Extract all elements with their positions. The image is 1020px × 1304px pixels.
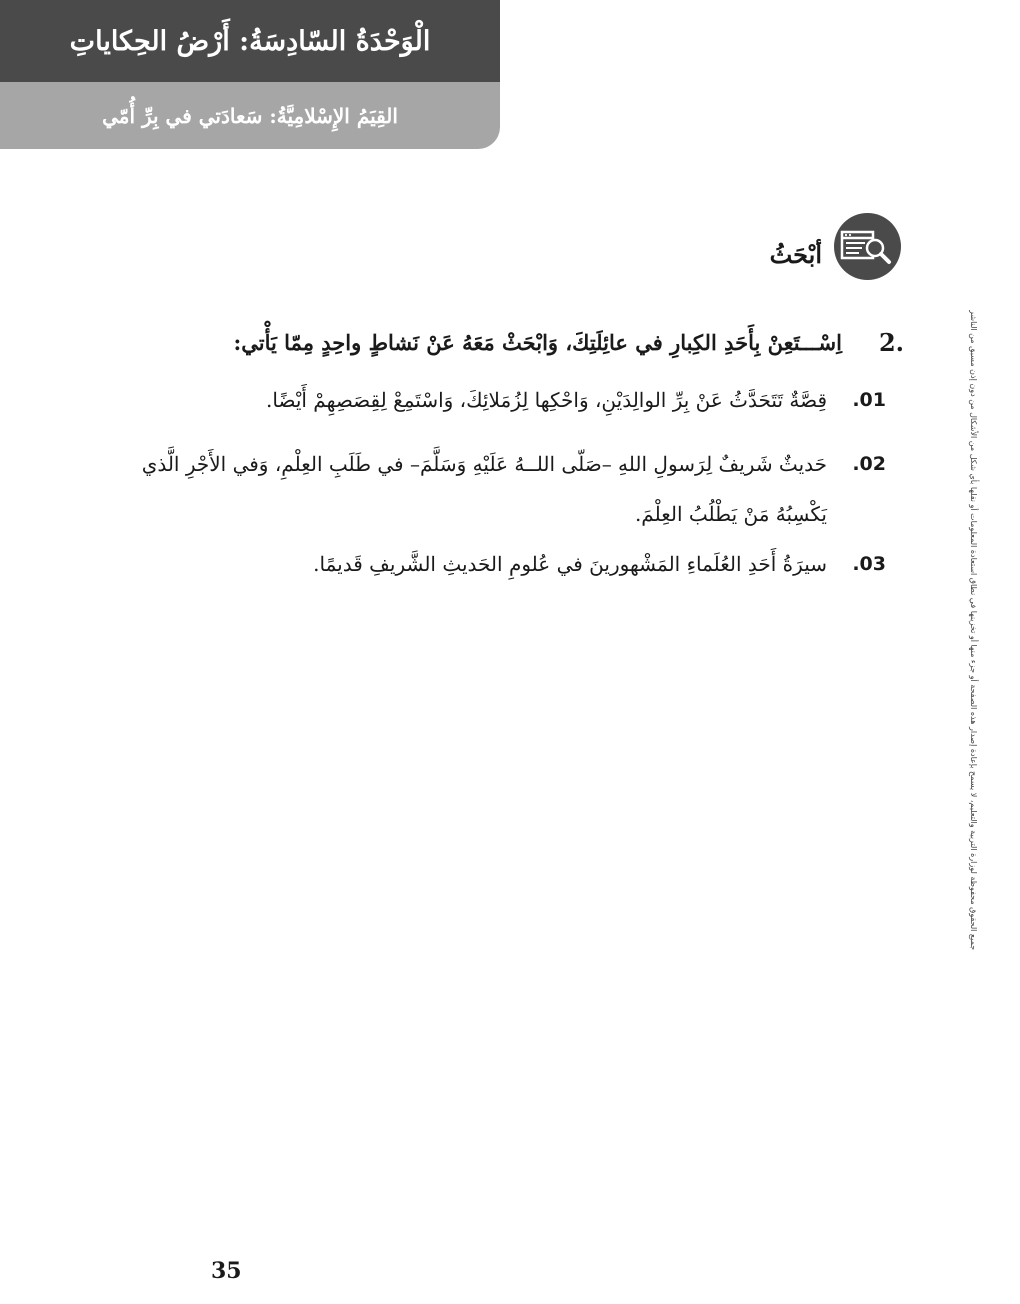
item-number: .01: [852, 389, 886, 411]
values-title: القِيَمُ الإِسْلامِيَّةُ: سَعادَتي في بِرِّ أُمّي: [102, 103, 398, 128]
item-number: .02: [852, 453, 886, 475]
item-number: .03: [852, 553, 886, 575]
question-number: 2.: [878, 328, 904, 357]
page-number: 35: [211, 1258, 242, 1284]
unit-title-banner: [0, 0, 500, 82]
copyright-side-note: [962, 310, 984, 1020]
question-text: اِسْـــتَعِنْ بِأَحَدِ الكِبارِ في عائِلَتِكَ، وَابْحَثْ مَعَهُ عَنْ نَشاطٍ واحِدٍ مِمّا يَأْتي:: [233, 330, 842, 355]
item-text: سيرَةُ أَحَدِ العُلَماءِ المَشْهورينَ في عُلومِ الحَديثِ الشَّريفِ قَديمًا.: [313, 552, 827, 576]
item-text: قِصَّةٌ تَتَحَدَّثُ عَنْ بِرِّ الوالِدَيْنِ، وَاحْكِها لِزُمَلائِكَ، وَاسْتَمِعْ لِقِصَصِهِمْ أَيْضًا.: [266, 388, 827, 412]
research-magnifier-icon: [834, 213, 901, 280]
unit-title: الْوَحْدَةُ السّادِسَةُ: أَرْضُ الحِكاياتِ: [69, 25, 431, 57]
item-text: حَديثٌ شَريفٌ لِرَسولِ اللهِ –صَلّى اللــهُ عَلَيْهِ وَسَلَّمَ– في طَلَبِ العِلْمِ، وَفي الأَجْرِ الَّذي يَكْسِبُهُ مَنْ يَطْلُبُ العِلْمَ.: [141, 452, 827, 526]
research-magnifier-icon-graphic: [834, 213, 901, 280]
copyright-text: جميع الحقوق محفوظة لوزارة التربية والتعليم، لا يسمح بإعادة إصدار هذه الصفحة أو جزء منها أو تخزينها في نطاق استعادة المعلومات أو نقلها بأي شكل من الأشكال من دون إذن مسبق من الناشر: [969, 310, 978, 951]
values-title-banner: [0, 82, 500, 149]
section-title: أبْحَثُ: [769, 240, 822, 269]
